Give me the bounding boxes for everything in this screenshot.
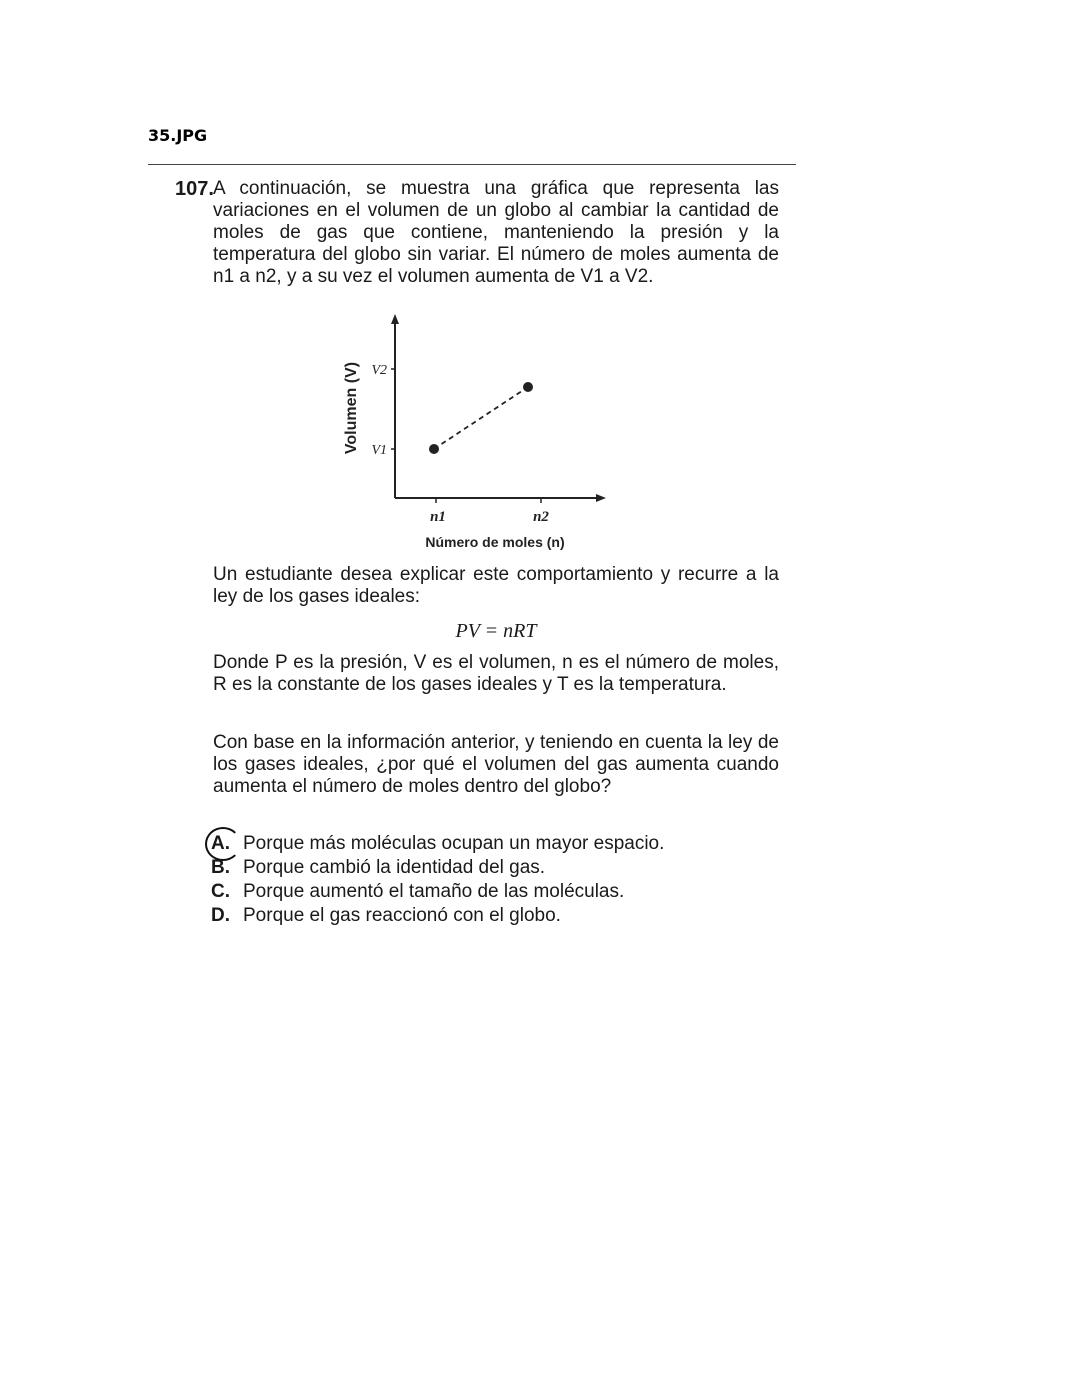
paragraph-question: Con base en la información anterior, y teniendo en cuenta la ley de los gases ideales, ¿por qué el volumen del gas aumenta cuando aumenta el número de moles dentro del globo? [213,732,779,797]
file-label: 35.JPG [148,126,208,145]
option-b-text: Porque cambió la identidad del gas. [243,857,546,878]
option-a-letter: A. [211,833,243,855]
x-tick-label-n1: n1 [430,509,446,525]
paragraph-student: Un estudiante desea explicar este comportamiento y recurre a la ley de los gases ideales: [213,564,779,607]
option-b[interactable] [211,857,771,881]
option-c-letter: C. [211,881,230,902]
option-c[interactable] [211,881,771,905]
paragraph-variables: Donde P es la presión, V es el volumen, n es el número de moles, R es la constante de los gases ideales y T es la temperatura. [213,652,779,695]
y-tick-label-v1: V1 [371,443,387,458]
x-axis-label: Número de moles (n) [425,534,565,550]
data-point-n1-v1 [429,444,439,454]
answer-options [211,833,771,929]
question-intro: A continuación, se muestra una gráfica que representa las variaciones en el volumen de un globo al cambiar la cantidad de moles de gas que contiene, manteniendo la presión y la temperatura del globo sin variar. El número de moles aumenta de n1 a n2, y a su vez el volumen aumenta de V1 a V2. [213,178,779,287]
volume-moles-chart [330,312,620,557]
series-line [434,387,528,449]
option-d-text: Porque el gas reaccionó con el globo. [243,905,561,926]
option-b-letter: B. [211,857,230,878]
option-c-text: Porque aumentó el tamaño de las moléculas. [243,881,625,902]
selected-answer-mark [205,827,241,861]
header-divider [148,164,796,165]
option-d[interactable] [211,905,771,929]
y-tick-label-v2: V2 [371,363,387,378]
data-point-n2-v2 [523,382,533,392]
y-axis-label: Volumen (V) [343,361,360,455]
y-axis-arrow [391,314,399,324]
option-a-text: Porque más moléculas ocupan un mayor espacio. [243,833,665,854]
ideal-gas-formula: PV = nRT [455,620,537,642]
question-number: 107. [175,178,214,200]
option-d-letter: D. [211,905,230,926]
option-a[interactable] [211,833,771,857]
x-axis-arrow [596,494,606,502]
x-tick-label-n2: n2 [533,509,549,525]
question-block [175,178,779,288]
